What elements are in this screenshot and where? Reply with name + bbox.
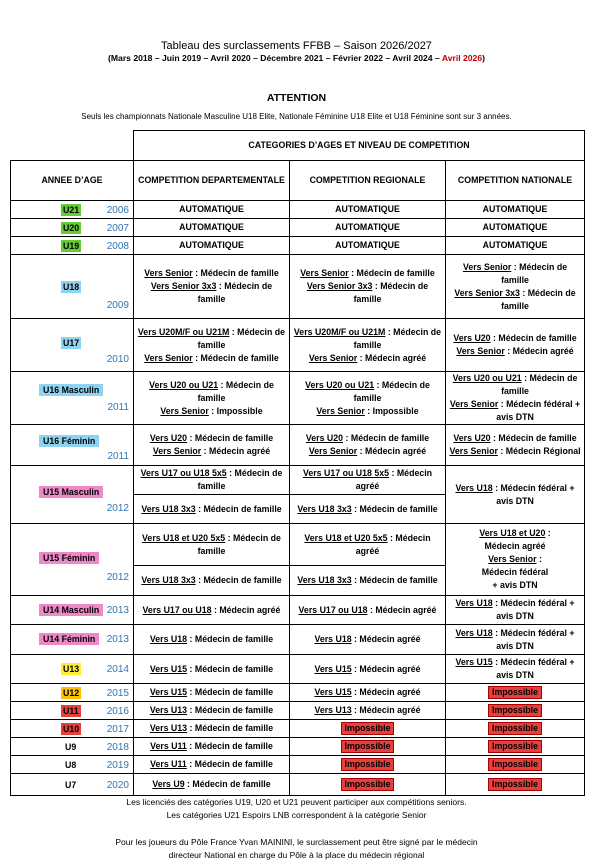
rule-cell bbox=[134, 255, 290, 319]
requirement-text: : Médecin de famille bbox=[197, 468, 283, 491]
category-label: U19 bbox=[63, 241, 80, 251]
target-category: Vers U18 bbox=[455, 627, 493, 638]
age-cell bbox=[11, 219, 134, 237]
target-category: Vers U20M/F ou U21M bbox=[293, 326, 386, 337]
requirement-text: : Médecin agréé bbox=[367, 604, 437, 615]
target-category: Vers Senior bbox=[308, 352, 358, 363]
birth-year: 2008 bbox=[106, 241, 129, 252]
requirement-text: : bbox=[536, 554, 542, 564]
rule-cell bbox=[290, 524, 446, 566]
birth-year: 2017 bbox=[106, 724, 129, 735]
rule-cell bbox=[446, 756, 585, 774]
table-row bbox=[11, 774, 585, 796]
table-header-row bbox=[11, 131, 585, 161]
birth-year: 2019 bbox=[106, 760, 129, 771]
target-category: Vers U20 bbox=[149, 433, 188, 443]
birth-year: 2015 bbox=[106, 688, 129, 699]
target-category: Vers Senior bbox=[308, 446, 358, 456]
footer-note-3: Pour les joueurs du Pôle France Yvan MAININI, le surclassement peut être signé par le médecin bbox=[115, 837, 478, 847]
target-category: Vers U20 ou U21 bbox=[149, 379, 219, 390]
rule-cell bbox=[290, 495, 446, 524]
target-category: Vers U15 bbox=[314, 663, 352, 674]
table-row bbox=[11, 372, 585, 425]
age-cell bbox=[11, 774, 134, 796]
rule-cell bbox=[134, 655, 290, 684]
table-row bbox=[11, 237, 585, 255]
rule-cell bbox=[134, 495, 290, 524]
table-row bbox=[11, 738, 585, 756]
target-category: Vers U15 bbox=[149, 687, 188, 697]
rule-cell bbox=[446, 738, 585, 756]
table-row bbox=[11, 655, 585, 684]
target-category: Vers Senior 3x3 bbox=[454, 287, 520, 298]
birth-year: 2011 bbox=[107, 402, 129, 413]
birth-year: 2012 bbox=[106, 572, 129, 583]
rule-cell bbox=[134, 720, 290, 738]
rule-cell bbox=[446, 425, 585, 466]
requirement-text: : Médecin agréé bbox=[351, 687, 421, 697]
requirement-text: : Médecin agréé bbox=[357, 352, 427, 363]
category-label: U15 Féminin bbox=[39, 552, 99, 564]
requirement-text: : Médecin de famille bbox=[501, 261, 568, 285]
category-label: U13 bbox=[63, 664, 80, 674]
requirement-text: : Médecin de famille bbox=[187, 663, 274, 674]
requirement-text: : Médecin de famille bbox=[197, 379, 274, 403]
subtitle-new-date: Avril 2026 bbox=[441, 53, 483, 63]
birth-year: 2013 bbox=[106, 634, 129, 645]
target-category: Vers U18 bbox=[455, 482, 493, 493]
age-cell bbox=[11, 425, 134, 466]
age-cell bbox=[11, 625, 134, 655]
target-category: Vers U20 bbox=[453, 333, 491, 343]
surclassement-table bbox=[10, 130, 585, 796]
age-cell bbox=[11, 466, 134, 524]
target-category: Vers U18 et U20 5x5 bbox=[142, 532, 226, 543]
birth-year: 2007 bbox=[106, 223, 129, 234]
rule-cell: AUTOMATIQUE bbox=[290, 219, 446, 237]
requirement-text: : Médecin de famille bbox=[187, 705, 274, 715]
requirement-text: : Médecin fédéral + avis DTN bbox=[496, 399, 581, 422]
birth-year: 2012 bbox=[106, 503, 129, 514]
rule-cell bbox=[134, 702, 290, 720]
requirement-text: : Médecin de famille bbox=[186, 741, 273, 751]
target-category: Vers U13 bbox=[149, 723, 188, 733]
rule-cell bbox=[134, 466, 290, 495]
category-label: U20 bbox=[63, 223, 80, 233]
requirement-text: : Médecin de famille bbox=[195, 503, 282, 514]
target-category: Vers U9 bbox=[152, 779, 185, 789]
category-label: U7 bbox=[65, 780, 77, 790]
requirement-text: : Médecin agréé bbox=[211, 604, 281, 615]
requirement-text: : Impossible bbox=[208, 405, 263, 416]
requirement-text: : Médecin de famille bbox=[187, 634, 274, 644]
requirement-text: : Médecin de famille bbox=[192, 352, 279, 363]
rule-cell bbox=[134, 774, 290, 796]
requirement-text: + avis DTN bbox=[492, 580, 538, 590]
table-row bbox=[11, 720, 585, 738]
table-header-row bbox=[11, 161, 585, 201]
requirement-text: : Médecin agréé bbox=[355, 532, 431, 556]
target-category: Vers U15 bbox=[314, 687, 352, 697]
impossible-badge: Impossible bbox=[488, 740, 542, 753]
requirement-text: : Médecin agréé bbox=[201, 446, 271, 456]
category-label: U18 bbox=[63, 282, 80, 292]
impossible-badge: Impossible bbox=[488, 704, 542, 717]
target-category: Vers U18 bbox=[314, 634, 352, 644]
rule-cell: AUTOMATIQUE bbox=[134, 237, 290, 255]
age-cell bbox=[11, 596, 134, 625]
footer-note-1: Les licenciés des catégories U19, U20 et U21 peuvent participer aux compétitions seniors. bbox=[126, 797, 467, 807]
target-category: Vers U13 bbox=[149, 705, 188, 715]
requirement-text: : Médecin de famille bbox=[348, 268, 435, 278]
rule-cell: AUTOMATIQUE bbox=[134, 219, 290, 237]
impossible-badge: Impossible bbox=[341, 778, 395, 791]
category-label: U16 Féminin bbox=[39, 435, 99, 447]
rule-cell bbox=[290, 466, 446, 495]
header-age: ANNEE D’AGE bbox=[11, 161, 134, 201]
rule-cell bbox=[290, 566, 446, 596]
requirement-text: : Médecin agréé bbox=[351, 634, 421, 644]
birth-year: 2020 bbox=[106, 780, 129, 791]
requirement-text: : Médecin de famille bbox=[197, 281, 273, 304]
target-category: Vers U18 bbox=[149, 634, 188, 644]
birth-year: 2009 bbox=[106, 300, 129, 311]
requirement-text: : Médecin de famille bbox=[343, 433, 430, 443]
rule-cell bbox=[290, 625, 446, 655]
target-category: Vers Senior bbox=[449, 446, 498, 456]
table-row bbox=[11, 756, 585, 774]
requirement-text: : Médecin de famille bbox=[501, 373, 578, 396]
target-category: Vers Senior 3x3 bbox=[150, 281, 217, 291]
age-cell bbox=[11, 319, 134, 372]
rule-cell bbox=[290, 596, 446, 625]
target-category: Vers U15 bbox=[455, 657, 493, 667]
rule-cell bbox=[134, 756, 290, 774]
target-category: Vers U11 bbox=[150, 759, 187, 769]
age-cell bbox=[11, 201, 134, 219]
rule-cell bbox=[290, 255, 446, 319]
rule-cell: AUTOMATIQUE bbox=[446, 219, 585, 237]
target-category: Vers U11 bbox=[150, 741, 187, 751]
target-category: Vers U20M/F ou U21M bbox=[137, 326, 230, 337]
impossible-badge: Impossible bbox=[341, 758, 395, 771]
birth-year: 2006 bbox=[106, 205, 129, 216]
target-category: Vers U20 bbox=[305, 433, 344, 443]
requirement-text: : Médecin agréé bbox=[504, 346, 574, 356]
rule-cell bbox=[446, 702, 585, 720]
requirement-text: : Médecin de famille bbox=[353, 326, 442, 350]
rule-cell bbox=[290, 738, 446, 756]
rule-cell bbox=[446, 372, 585, 425]
target-category: Vers U13 bbox=[314, 705, 352, 715]
target-category: Vers U18 et U20 bbox=[479, 528, 546, 538]
birth-year: 2011 bbox=[107, 451, 129, 462]
age-cell bbox=[11, 738, 134, 756]
category-label: U17 bbox=[63, 338, 80, 348]
requirement-text: : Médecin fédéral + avis DTN bbox=[492, 657, 575, 680]
footer-note-4: directeur National en charge du Pôle à la place du médecin régional bbox=[168, 850, 425, 860]
target-category: Vers Senior bbox=[152, 446, 202, 456]
subtitle-dates: (Mars 2018 – Juin 2019 – Avril 2020 – Décembre 2021 – Février 2022 – Avril 2024 – bbox=[108, 53, 442, 63]
requirement-text: : Médecin agréé bbox=[351, 663, 421, 674]
target-category: Vers Senior bbox=[144, 352, 193, 363]
birth-year: 2010 bbox=[106, 354, 129, 365]
rule-cell bbox=[290, 720, 446, 738]
category-label: U12 bbox=[63, 688, 80, 698]
target-category: Vers U20 ou U21 bbox=[305, 379, 375, 390]
target-category: Vers U18 bbox=[455, 598, 493, 608]
table-row bbox=[11, 702, 585, 720]
requirement-text: : Médecin de famille bbox=[351, 575, 438, 585]
rule-cell bbox=[134, 372, 290, 425]
header-regionale: COMPETITION REGIONALE bbox=[290, 161, 446, 201]
age-cell bbox=[11, 655, 134, 684]
table-row bbox=[11, 625, 585, 655]
requirement-text: : Médecin fédéral + avis DTN bbox=[492, 627, 575, 651]
rule-cell bbox=[446, 774, 585, 796]
target-category: Vers Senior bbox=[462, 261, 512, 272]
requirement-text: : Médecin de famille bbox=[351, 503, 438, 514]
requirement-text: : Médecin agréé bbox=[351, 705, 421, 715]
target-category: Vers Senior bbox=[488, 554, 537, 564]
requirement-text: : Médecin Régional bbox=[497, 446, 581, 456]
rule-cell bbox=[446, 684, 585, 702]
impossible-badge: Impossible bbox=[488, 722, 542, 735]
rule-cell bbox=[290, 774, 446, 796]
category-label: U14 Masculin bbox=[39, 604, 103, 616]
requirement-text: : Médecin de famille bbox=[192, 268, 279, 278]
category-label: U21 bbox=[63, 205, 80, 215]
table-row bbox=[11, 466, 585, 495]
rule-cell bbox=[446, 524, 585, 596]
requirement-text: : Médecin de famille bbox=[197, 532, 281, 556]
target-category: Vers U18 3x3 bbox=[141, 575, 196, 585]
target-category: Vers Senior bbox=[456, 346, 505, 356]
birth-year: 2013 bbox=[106, 605, 129, 616]
category-label: U16 Masculin bbox=[39, 384, 103, 396]
age-cell bbox=[11, 720, 134, 738]
birth-year: 2018 bbox=[106, 742, 129, 753]
rule-cell bbox=[446, 466, 585, 524]
rule-cell bbox=[290, 655, 446, 684]
target-category: Vers Senior bbox=[316, 405, 365, 416]
page-title: Tableau des surclassements FFBB – Saison 2026/2027 bbox=[161, 40, 432, 52]
category-label: U10 bbox=[63, 724, 80, 734]
table-row bbox=[11, 425, 585, 466]
rule-cell bbox=[134, 625, 290, 655]
age-cell bbox=[11, 237, 134, 255]
rule-cell: AUTOMATIQUE bbox=[134, 201, 290, 219]
rule-cell: AUTOMATIQUE bbox=[290, 201, 446, 219]
table-row bbox=[11, 596, 585, 625]
target-category: Vers U17 ou U18 5x5 bbox=[140, 468, 227, 478]
target-category: Vers Senior bbox=[144, 268, 193, 278]
requirement-text: : Médecin de famille bbox=[490, 433, 577, 443]
target-category: Vers U18 3x3 bbox=[297, 503, 352, 514]
table-row bbox=[11, 201, 585, 219]
rule-cell bbox=[134, 524, 290, 566]
category-label: U9 bbox=[65, 742, 77, 752]
age-cell bbox=[11, 524, 134, 596]
target-category: Vers U18 et U20 5x5 bbox=[304, 532, 388, 543]
requirement-text: : Médecin de famille bbox=[353, 281, 429, 304]
table-row bbox=[11, 684, 585, 702]
requirement-text: : Médecin agréé bbox=[357, 446, 427, 456]
requirement-text: : Médecin de famille bbox=[187, 687, 274, 697]
category-label: U11 bbox=[63, 706, 79, 716]
requirement-text: : Médecin fédéral + avis DTN bbox=[492, 482, 575, 506]
requirement-text: : Médecin de famille bbox=[186, 759, 273, 769]
rule-cell: AUTOMATIQUE bbox=[446, 201, 585, 219]
requirement-text: : Médecin de famille bbox=[501, 287, 576, 311]
requirement-text: : Médecin de famille bbox=[197, 326, 286, 350]
impossible-badge: Impossible bbox=[488, 758, 542, 771]
requirement-text: : Médecin de famille bbox=[490, 333, 577, 343]
requirement-text: Médecin fédéral bbox=[481, 567, 549, 577]
header-departementale: COMPETITION DEPARTEMENTALE bbox=[134, 161, 290, 201]
rule-cell bbox=[446, 596, 585, 625]
requirement-text: : Médecin de famille bbox=[184, 779, 271, 789]
target-category: Vers Senior bbox=[449, 399, 499, 409]
rule-cell bbox=[134, 684, 290, 702]
age-cell bbox=[11, 372, 134, 425]
header-categories: CATEGORIES D’AGES ET NIVEAU DE COMPETITION bbox=[134, 131, 585, 161]
target-category: Vers U20 ou U21 bbox=[452, 373, 522, 383]
rule-cell bbox=[290, 425, 446, 466]
target-category: Vers U17 ou U18 bbox=[142, 604, 212, 615]
rule-cell bbox=[446, 255, 585, 319]
target-category: Vers Senior bbox=[160, 405, 209, 416]
table-row bbox=[11, 255, 585, 319]
rule-cell bbox=[446, 319, 585, 372]
target-category: Vers U20 bbox=[453, 433, 491, 443]
impossible-badge: Impossible bbox=[341, 740, 395, 753]
target-category: Vers Senior bbox=[300, 268, 349, 278]
header-nationale: COMPETITION NATIONALE bbox=[446, 161, 585, 201]
rule-cell bbox=[134, 319, 290, 372]
age-cell bbox=[11, 255, 134, 319]
requirement-text: : bbox=[545, 528, 551, 538]
rule-cell bbox=[134, 425, 290, 466]
requirement-text: : Médecin fédéral + avis DTN bbox=[492, 598, 575, 621]
impossible-badge: Impossible bbox=[341, 722, 395, 735]
attention-heading: ATTENTION bbox=[266, 92, 327, 104]
rule-cell bbox=[134, 738, 290, 756]
target-category: Vers Senior 3x3 bbox=[306, 281, 373, 291]
category-label: U15 Masculin bbox=[39, 486, 103, 498]
requirement-text: : Médecin agréé bbox=[355, 468, 433, 491]
rule-cell bbox=[446, 655, 585, 684]
requirement-text: : Médecin de famille bbox=[187, 723, 274, 733]
rule-cell bbox=[290, 372, 446, 425]
subtitle-close: ) bbox=[482, 53, 485, 63]
target-category: Vers U17 ou U18 bbox=[298, 604, 368, 615]
table-row bbox=[11, 524, 585, 566]
target-category: Vers U18 3x3 bbox=[141, 503, 196, 514]
rule-cell bbox=[290, 756, 446, 774]
attention-note: Seuls les championnats Nationale Masculine U18 Elite, Nationale Féminine U18 Elite et U18 Féminine sont sur 3 années. bbox=[81, 112, 512, 121]
impossible-badge: Impossible bbox=[488, 686, 542, 699]
table-row bbox=[11, 219, 585, 237]
target-category: Vers U18 3x3 bbox=[297, 575, 352, 585]
table-row bbox=[11, 319, 585, 372]
rule-cell bbox=[134, 596, 290, 625]
rule-cell bbox=[290, 319, 446, 372]
requirement-text: : Médecin de famille bbox=[195, 575, 282, 585]
age-cell bbox=[11, 756, 134, 774]
birth-year: 2014 bbox=[106, 664, 129, 675]
age-cell bbox=[11, 684, 134, 702]
rule-cell bbox=[290, 702, 446, 720]
rule-cell bbox=[290, 684, 446, 702]
rule-cell bbox=[446, 625, 585, 655]
rule-cell bbox=[446, 720, 585, 738]
requirement-text: : Médecin de famille bbox=[353, 379, 430, 403]
target-category: Vers U15 bbox=[149, 663, 188, 674]
category-label: U14 Féminin bbox=[39, 633, 99, 645]
birth-year: 2016 bbox=[106, 706, 129, 717]
page-subtitle bbox=[0, 53, 593, 63]
age-cell bbox=[11, 702, 134, 720]
footer-note-2: Les catégories U21 Espoirs LNB correspondent à la catégorie Senior bbox=[166, 810, 427, 820]
target-category: Vers U17 ou U18 5x5 bbox=[302, 468, 390, 478]
impossible-badge: Impossible bbox=[488, 778, 542, 791]
requirement-text: : Médecin de famille bbox=[187, 433, 274, 443]
rule-cell: AUTOMATIQUE bbox=[446, 237, 585, 255]
requirement-text: Médecin agréé bbox=[484, 541, 546, 551]
requirement-text: : Impossible bbox=[364, 405, 419, 416]
rule-cell: AUTOMATIQUE bbox=[290, 237, 446, 255]
category-label: U8 bbox=[65, 760, 77, 770]
rule-cell bbox=[134, 566, 290, 596]
